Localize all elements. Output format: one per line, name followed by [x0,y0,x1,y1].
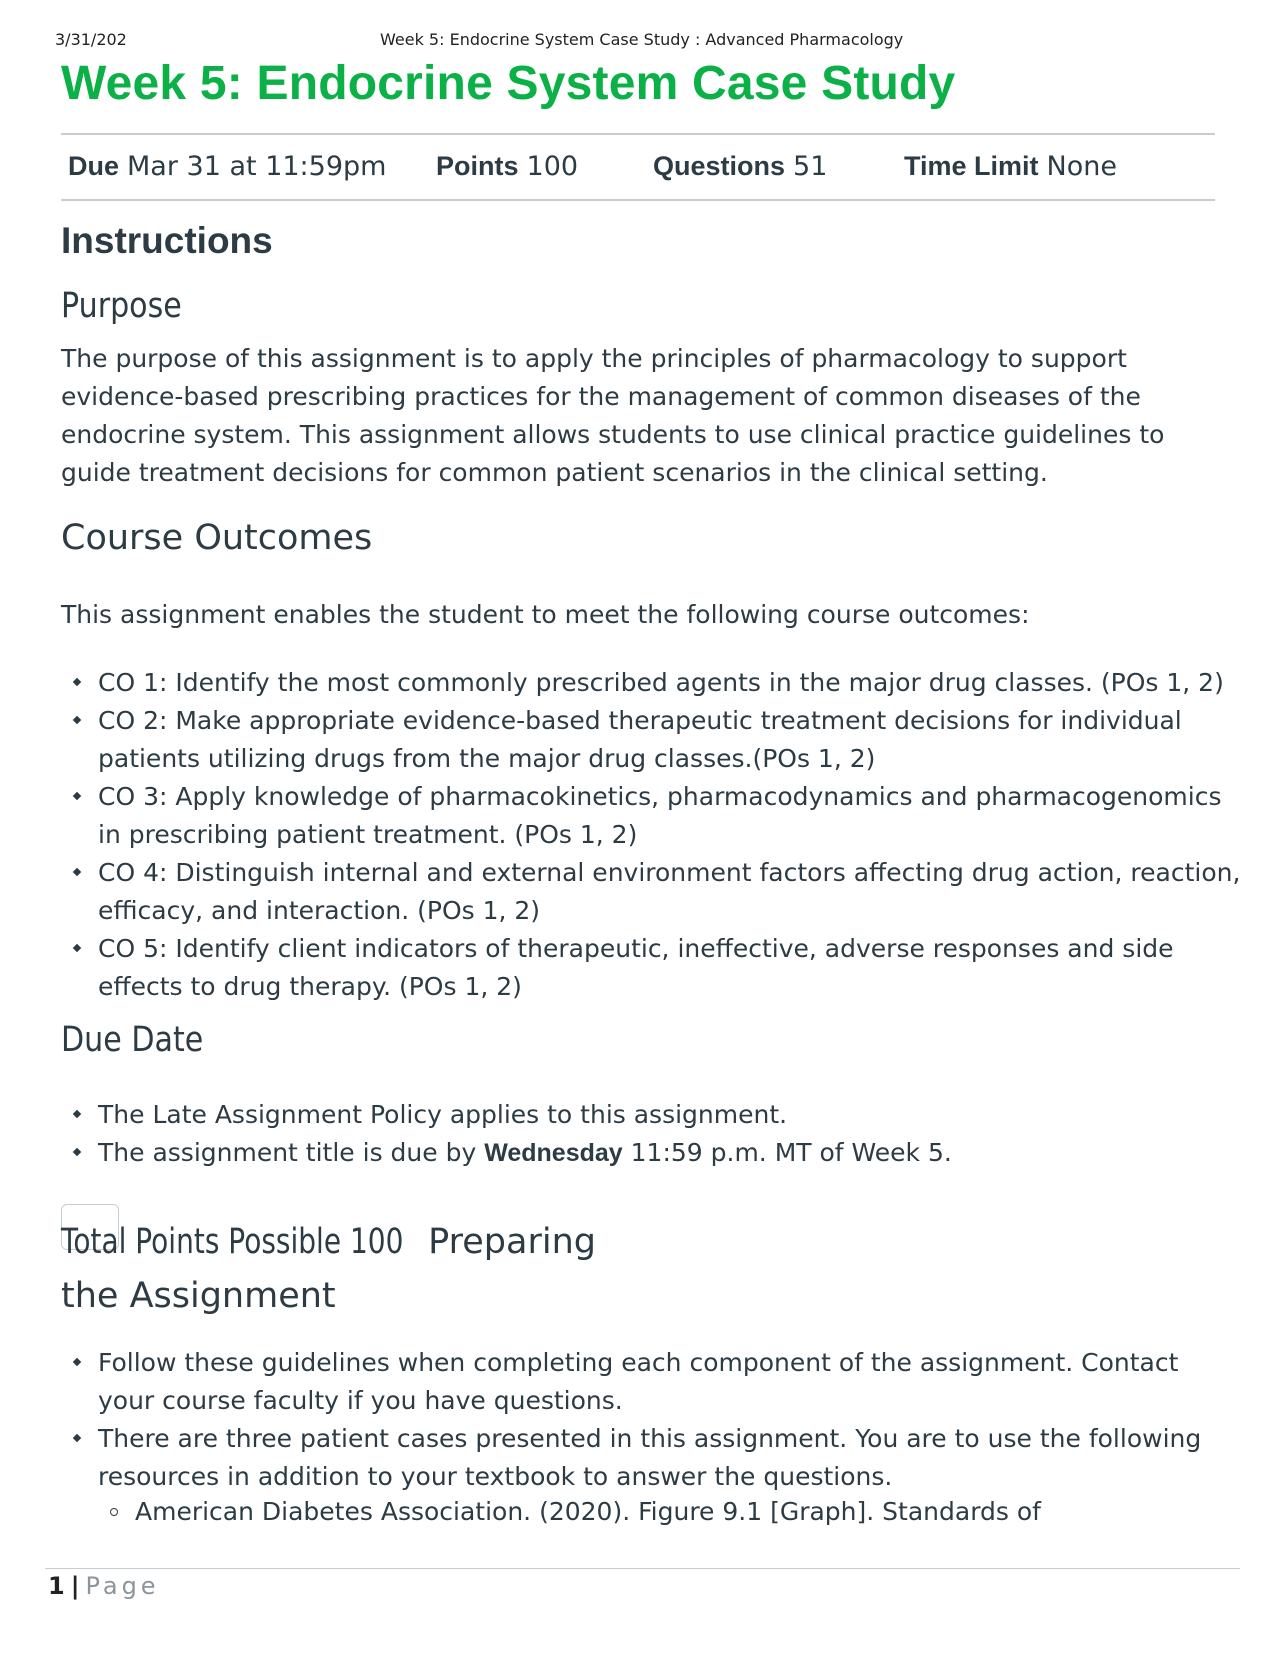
print-doc-title: Week 5: Endocrine System Case Study : Advanced Pharmacology [380,30,904,49]
course-outcomes-heading: Course Outcomes [61,518,373,558]
points-detail [436,151,578,182]
questions-value: 51 [793,151,828,182]
due-value: Mar 31 at 11:59pm [127,151,387,182]
footer-separator: | [70,1572,80,1600]
page-number: 1 [48,1572,65,1600]
time-limit-label: Time Limit [904,151,1039,181]
due-date-prefix: The assignment title is due by [98,1138,485,1167]
points-label: Points [436,151,519,181]
due-date-heading: Due Date [61,1020,204,1060]
page-footer [48,1572,160,1600]
list-item [61,1134,1241,1172]
purpose-heading: Purpose [61,286,182,326]
list-item: CO 1: Identify the most commonly prescribed agents in the major drug classes. (POs 1, 2) [61,664,1241,702]
questions-label: Questions [653,151,786,181]
instructions-heading: Instructions [61,220,273,261]
due-label: Due [68,151,120,181]
list-item: The Late Assignment Policy applies to this assignment. [61,1096,1241,1134]
purpose-body: The purpose of this assignment is to apply the principles of pharmacology to support evidence-based prescribing practices for the management of common diseases of the endocrine system. This assignment allows students to use clinical practice guidelines to guide treatment decisions for common patient scenarios in the clinical setting. [61,344,1165,487]
list-item: There are three patient cases presented in this assignment. You are to use the following resources in addition to your textbook to answer the questions. [61,1420,1241,1496]
points-value: 100 [526,151,579,182]
preparing-list [61,1344,1241,1496]
course-outcomes-intro: This assignment enables the student to meet the following course outcomes: [61,600,1030,629]
total-points-text: Total Points Possible 100 [61,1222,404,1262]
due-detail [68,151,386,182]
course-outcomes-list [61,664,1241,1006]
list-item: Follow these guidelines when completing each component of the assignment. Contact your course faculty if you have questions. [61,1344,1241,1420]
due-day: Wednesday [484,1139,623,1167]
time-limit-value: None [1046,151,1117,182]
assignment-details-bar [61,133,1215,201]
preparing-heading: Preparing the Assignment [61,1222,596,1316]
time-limit-detail [904,151,1117,182]
print-date: 3/31/202 [55,30,127,49]
due-date-suffix: 11:59 p.m. MT of Week 5. [622,1138,952,1167]
page-label: Page [85,1572,160,1600]
list-item: CO 3: Apply knowledge of pharmacokinetics, pharmacodynamics and pharmacogenomics in prescribing patient treatment. (POs 1, 2) [61,778,1241,854]
resources-sublist [98,1493,1198,1531]
page-title: Week 5: Endocrine System Case Study [61,57,956,110]
total-points-heading [61,1215,661,1323]
list-item: CO 4: Distinguish internal and external environment factors affecting drug action, reaction, efficacy, and interaction. (POs 1, 2) [61,854,1241,930]
list-item: American Diabetes Association. (2020). Figure 9.1 [Graph]. Standards of [98,1493,1198,1531]
due-date-list [61,1096,1241,1172]
footer-divider [45,1568,1240,1569]
list-item: CO 2: Make appropriate evidence-based therapeutic treatment decisions for individual patients utilizing drugs from the major drug classes.(POs 1, 2) [61,702,1241,778]
list-item: CO 5: Identify client indicators of therapeutic, ineffective, adverse responses and side effects to drug therapy. (POs 1, 2) [61,930,1241,1006]
questions-detail [653,151,827,182]
